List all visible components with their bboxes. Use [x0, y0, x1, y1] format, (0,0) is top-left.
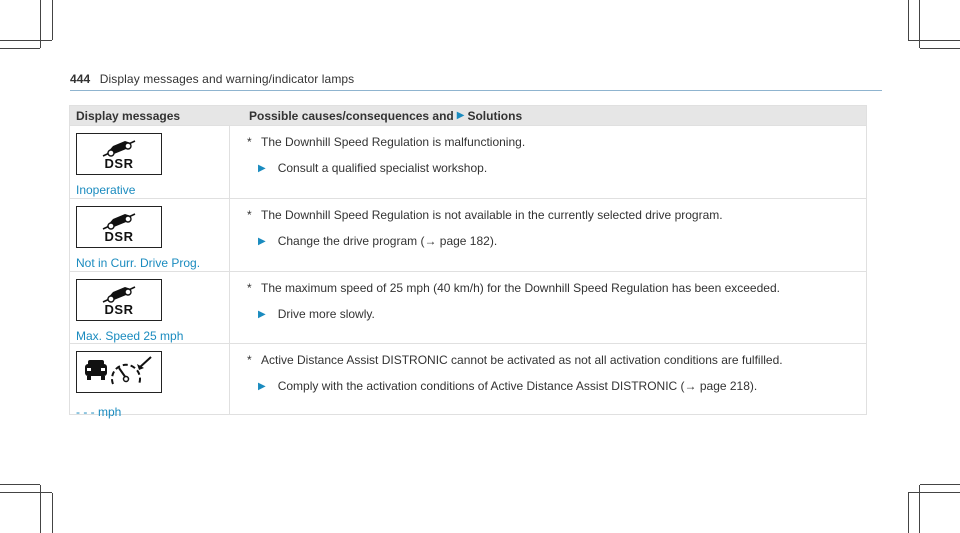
crop-mark [52, 493, 53, 533]
arrow-right-icon: ▶ [258, 308, 266, 320]
arrow-right-icon: ▶ [456, 110, 465, 121]
crop-mark [908, 40, 960, 41]
message-cell [70, 272, 230, 343]
asterisk: * [247, 135, 252, 149]
dsr-icon [76, 279, 162, 321]
distance-assist-icon [81, 354, 157, 390]
table-row [70, 198, 866, 271]
dsr-label: DSR [104, 156, 134, 171]
col-header-causes [237, 109, 522, 123]
solution-text: Comply with the activation conditions of Active Distance Assist DISTRONIC (→ page 218). [277, 379, 758, 393]
crop-mark [0, 48, 40, 49]
dsr-label: DSR [104, 229, 134, 244]
solution-text: Consult a qualified specialist workshop. [277, 161, 488, 175]
crop-mark [920, 484, 960, 485]
cause-cell [230, 344, 783, 414]
crop-mark [908, 0, 909, 40]
table-row [70, 125, 866, 198]
message-cell [70, 199, 230, 271]
crop-mark [52, 0, 53, 40]
crop-mark [908, 493, 909, 533]
crop-mark [0, 40, 52, 41]
dsr-icon [76, 206, 162, 248]
cause-text: The Downhill Speed Regulation is not available in the currently selected drive program. [261, 208, 723, 222]
messages-table [69, 105, 867, 419]
message-cell [70, 344, 230, 419]
asterisk: * [247, 281, 252, 295]
crop-mark [920, 48, 960, 49]
crop-mark [0, 484, 40, 485]
cause-text: The maximum speed of 25 mph (40 km/h) for the Downhill Speed Regulation has been exceeded. [261, 281, 780, 295]
page-number: 444 [70, 72, 91, 86]
cause-text: Active Distance Assist DISTRONIC cannot be activated as not all activation conditions are fulfilled. [261, 353, 783, 367]
message-cell [70, 126, 230, 198]
cause-text: The Downhill Speed Regulation is malfunctioning. [261, 135, 526, 149]
solution-text: Drive more slowly. [277, 307, 375, 321]
page-title: Display messages and warning/indicator lamps [99, 72, 355, 86]
message-label: Not in Curr. Drive Prog. [76, 256, 201, 270]
cause-cell [230, 126, 525, 198]
cause-cell [230, 199, 723, 271]
page-header [70, 72, 354, 86]
table-row [70, 271, 866, 343]
solution-text: Change the drive program (→ page 182). [277, 234, 498, 248]
table-header [70, 106, 866, 125]
distronic-icon [76, 351, 162, 393]
col-header-display-messages: Display messages [76, 108, 181, 123]
dsr-icon [76, 133, 162, 175]
downhill-car-icon [99, 211, 139, 231]
downhill-car-icon [99, 284, 139, 304]
message-label: Max. Speed 25 mph [76, 329, 184, 343]
cause-cell [230, 272, 780, 343]
message-label: - - - mph [76, 405, 122, 419]
dsr-label: DSR [104, 302, 134, 317]
header-divider [70, 90, 882, 91]
asterisk: * [247, 208, 252, 222]
col-header-solutions-text: Solutions [467, 108, 523, 123]
message-label: Inoperative [76, 183, 136, 197]
table-row [70, 343, 866, 419]
arrow-right-icon: ▶ [258, 235, 266, 247]
crop-mark [908, 492, 960, 493]
col-header-causes-text: Possible causes/consequences and [249, 108, 454, 123]
asterisk: * [247, 353, 252, 367]
downhill-car-icon [99, 138, 139, 158]
arrow-right-icon: ▶ [258, 380, 266, 392]
arrow-right-icon: ▶ [258, 162, 266, 174]
crop-mark [0, 492, 52, 493]
